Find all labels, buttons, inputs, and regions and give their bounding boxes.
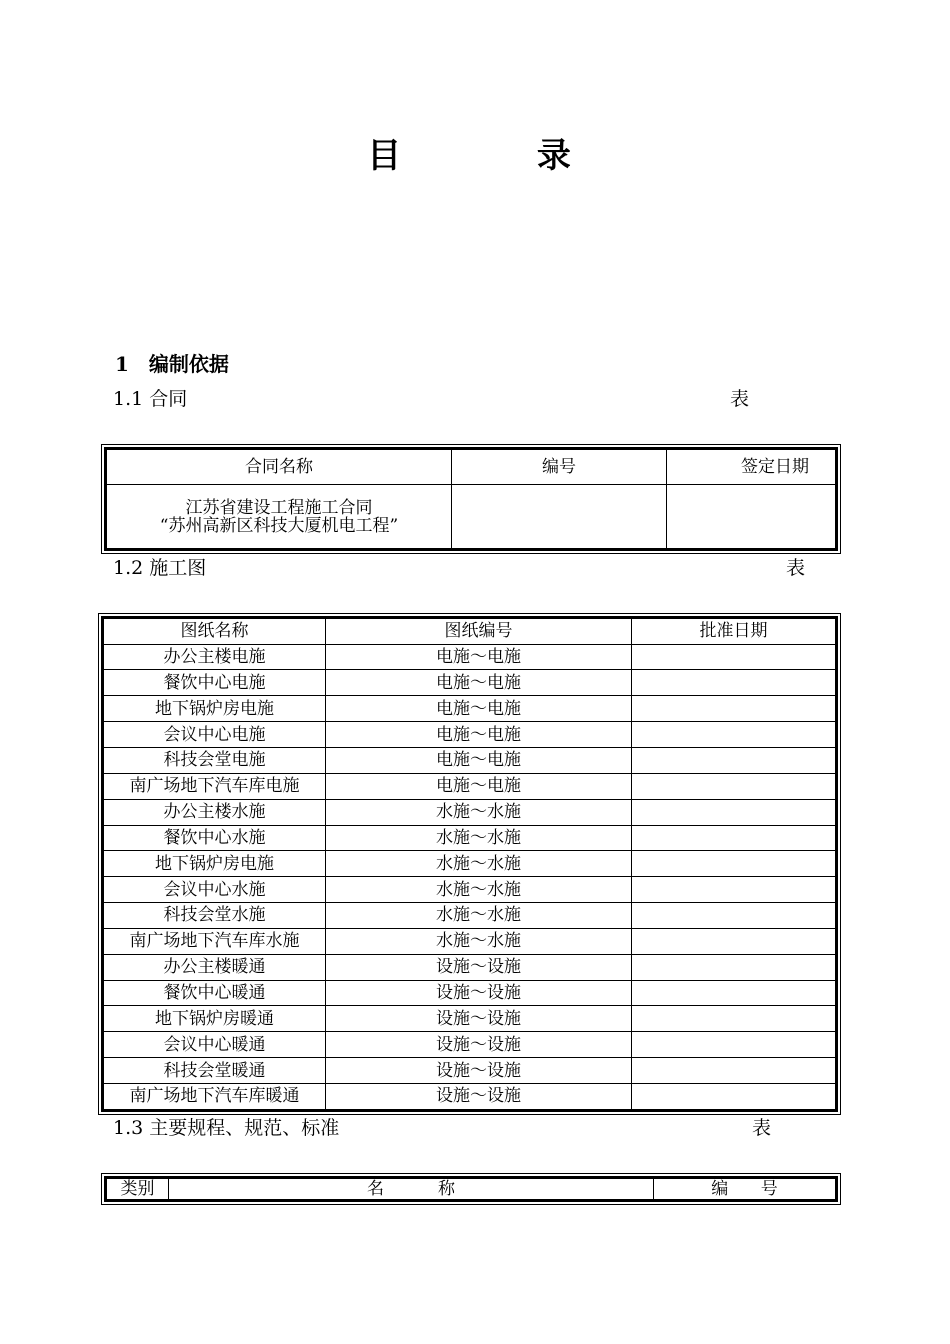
table-cell bbox=[632, 722, 837, 748]
table-cell bbox=[632, 644, 837, 670]
column-header: 名 称 bbox=[169, 1178, 654, 1201]
table-cell bbox=[452, 485, 667, 550]
table-row bbox=[103, 696, 837, 722]
table-cell: 办公主楼水施 bbox=[103, 799, 326, 825]
page-title: 目 录 bbox=[367, 136, 633, 176]
contract-table bbox=[104, 447, 838, 551]
column-header: 签定日期 bbox=[667, 449, 837, 485]
table-cell: 水施～水施 bbox=[326, 928, 632, 954]
table-cell bbox=[632, 954, 837, 980]
table-cell bbox=[632, 1006, 837, 1032]
table-cell bbox=[667, 485, 837, 550]
standards-table bbox=[104, 1176, 838, 1202]
table-cell bbox=[632, 696, 837, 722]
column-header: 编号 bbox=[452, 449, 667, 485]
table-cell: 南广场地下汽车库水施 bbox=[103, 928, 326, 954]
table-tag-standards: 表 bbox=[752, 1117, 772, 1139]
table-cell: 科技会堂暖通 bbox=[103, 1058, 326, 1084]
table-cell: 科技会堂电施 bbox=[103, 747, 326, 773]
table-cell: 设施～设施 bbox=[326, 1032, 632, 1058]
table-cell bbox=[632, 799, 837, 825]
table-cell: 会议中心电施 bbox=[103, 722, 326, 748]
table-cell bbox=[632, 773, 837, 799]
table-cell: 地下锅炉房电施 bbox=[103, 696, 326, 722]
table-row bbox=[103, 722, 837, 748]
table-cell: 水施～水施 bbox=[326, 825, 632, 851]
table-row bbox=[103, 954, 837, 980]
contract-name-line: “苏州高新区科技大厦机电工程” bbox=[159, 515, 399, 536]
subsection-heading-drawings: 1.2 施工图 bbox=[113, 557, 207, 579]
table-cell bbox=[632, 1058, 837, 1084]
table-cell: 餐饮中心水施 bbox=[103, 825, 326, 851]
table-cell: 设施～设施 bbox=[326, 1006, 632, 1032]
table-cell: 地下锅炉房暖通 bbox=[103, 1006, 326, 1032]
table-cell: 水施～水施 bbox=[326, 903, 632, 929]
column-header: 图纸编号 bbox=[326, 618, 632, 645]
table-cell: 会议中心暖通 bbox=[103, 1032, 326, 1058]
subsection-heading-standards: 1.3 主要规程、规范、标准 bbox=[113, 1117, 340, 1139]
table-cell: 电施～电施 bbox=[326, 670, 632, 696]
table-cell bbox=[632, 928, 837, 954]
table-row bbox=[103, 825, 837, 851]
table-cell: 电施～电施 bbox=[326, 747, 632, 773]
table-cell: 南广场地下汽车库暖通 bbox=[103, 1083, 326, 1110]
column-header: 类别 bbox=[106, 1178, 169, 1201]
table-row bbox=[103, 1006, 837, 1032]
table-tag-drawings: 表 bbox=[786, 557, 806, 579]
table-cell bbox=[632, 903, 837, 929]
table-row bbox=[103, 644, 837, 670]
table-cell: 餐饮中心电施 bbox=[103, 670, 326, 696]
table-cell: 电施～电施 bbox=[326, 722, 632, 748]
column-header: 合同名称 bbox=[106, 449, 452, 485]
table-cell: 设施～设施 bbox=[326, 954, 632, 980]
table-row bbox=[103, 773, 837, 799]
table-cell: 餐饮中心暖通 bbox=[103, 980, 326, 1006]
table-row bbox=[103, 670, 837, 696]
table-cell: 水施～水施 bbox=[326, 877, 632, 903]
table-cell: 电施～电施 bbox=[326, 644, 632, 670]
table-cell: 电施～电施 bbox=[326, 773, 632, 799]
table-cell: 电施～电施 bbox=[326, 696, 632, 722]
contract-name-line: 江苏省建设工程施工合同 bbox=[185, 497, 373, 518]
table-cell: 科技会堂水施 bbox=[103, 903, 326, 929]
table-row bbox=[103, 1083, 837, 1110]
table-row bbox=[103, 877, 837, 903]
table-row bbox=[103, 747, 837, 773]
table-row bbox=[103, 1032, 837, 1058]
table-cell bbox=[632, 1083, 837, 1110]
table-cell: 设施～设施 bbox=[326, 1058, 632, 1084]
table-cell bbox=[632, 825, 837, 851]
table-cell bbox=[632, 747, 837, 773]
table-row bbox=[103, 903, 837, 929]
table-cell: 会议中心水施 bbox=[103, 877, 326, 903]
contract-table-frame bbox=[101, 444, 841, 554]
table-row bbox=[103, 799, 837, 825]
section-title: 编制依据 bbox=[148, 352, 229, 376]
table-cell bbox=[632, 1032, 837, 1058]
standards-table-frame bbox=[101, 1173, 841, 1205]
table-cell: 水施～水施 bbox=[326, 851, 632, 877]
table-cell: 地下锅炉房电施 bbox=[103, 851, 326, 877]
column-header: 编 号 bbox=[654, 1178, 837, 1201]
section-number: 1 bbox=[115, 352, 129, 376]
subsection-heading-contract: 1.1 合同 bbox=[113, 388, 188, 410]
table-tag-contract: 表 bbox=[730, 388, 750, 410]
table-cell bbox=[632, 670, 837, 696]
table-cell bbox=[632, 877, 837, 903]
column-header: 批准日期 bbox=[632, 618, 837, 645]
table-row bbox=[103, 1058, 837, 1084]
table-row bbox=[103, 928, 837, 954]
section-heading bbox=[115, 348, 229, 377]
table-cell bbox=[632, 851, 837, 877]
table-cell: 水施～水施 bbox=[326, 799, 632, 825]
drawing-table-frame bbox=[98, 613, 841, 1115]
table-cell: 办公主楼电施 bbox=[103, 644, 326, 670]
table-cell: 设施～设施 bbox=[326, 1083, 632, 1110]
table-cell: 设施～设施 bbox=[326, 980, 632, 1006]
table-cell: 南广场地下汽车库电施 bbox=[103, 773, 326, 799]
table-cell bbox=[106, 485, 452, 550]
table-row bbox=[103, 980, 837, 1006]
column-header: 图纸名称 bbox=[103, 618, 326, 645]
table-row bbox=[106, 485, 837, 550]
table-cell: 办公主楼暖通 bbox=[103, 954, 326, 980]
drawing-table bbox=[101, 616, 838, 1112]
table-cell bbox=[632, 980, 837, 1006]
table-row bbox=[103, 851, 837, 877]
